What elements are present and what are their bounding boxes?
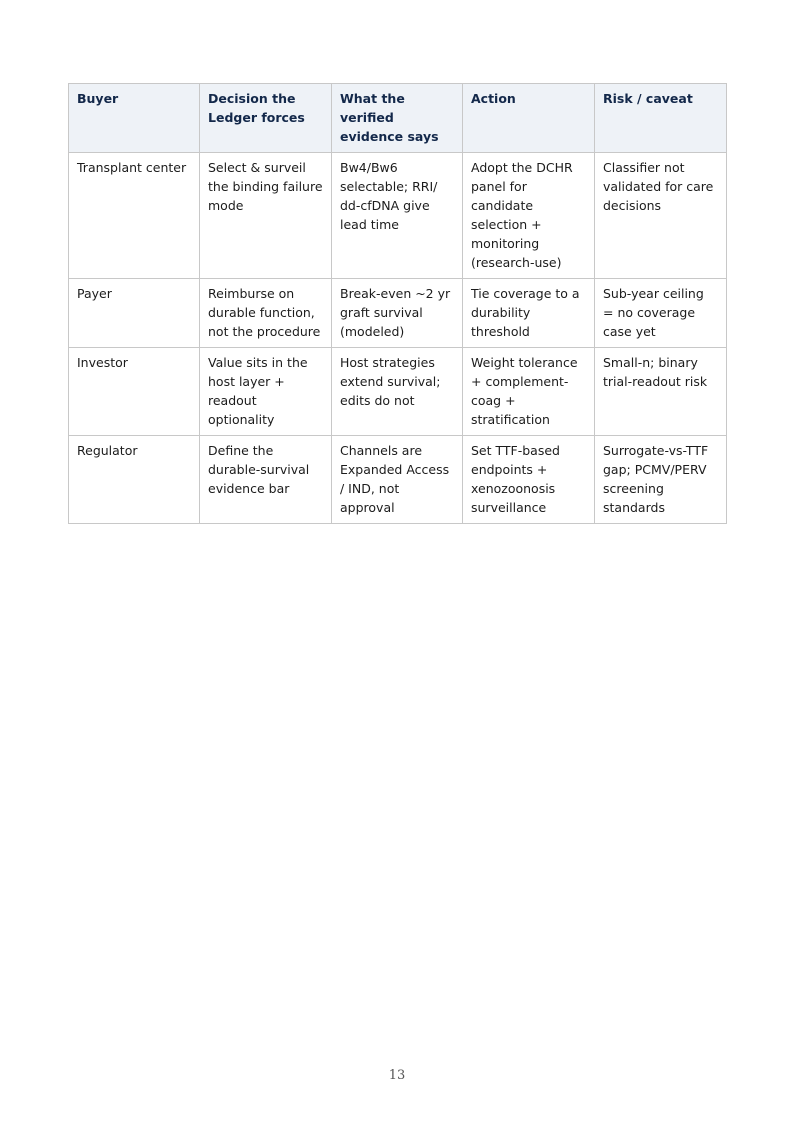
table-row (69, 348, 727, 436)
header-cell-decision: Decision the Ledger forces (200, 84, 332, 153)
table-cell: Small-n; binary trial-readout risk (595, 348, 727, 436)
table-header (69, 84, 727, 153)
table-row (69, 279, 727, 348)
table-cell: Break-even ~2 yr graft survival (modeled) (332, 279, 463, 348)
buyer-decision-table (68, 83, 727, 524)
table-cell: Classifier not validated for care decisions (595, 153, 727, 279)
table-cell: Sub-year ceiling = no coverage case yet (595, 279, 727, 348)
table-cell: Adopt the DCHR panel for candidate selection + monitoring (research-use) (463, 153, 595, 279)
header-cell-evidence: What the verified evidence says (332, 84, 463, 153)
header-row (69, 84, 727, 153)
table-cell: Host strategies extend survival; edits do not (332, 348, 463, 436)
table-cell: Value sits in the host layer + readout optionality (200, 348, 332, 436)
header-cell-action: Action (463, 84, 595, 153)
table-cell: Investor (69, 348, 200, 436)
table-cell: Set TTF-based endpoints + xenozoonosis surveillance (463, 436, 595, 524)
table-cell: Weight tolerance + complement-coag + stratification (463, 348, 595, 436)
table-cell: Bw4/Bw6 selectable; RRI/ dd-cfDNA give lead time (332, 153, 463, 279)
page-number: 13 (388, 1068, 406, 1083)
table-body (69, 153, 727, 524)
table-cell: Surrogate-vs-TTF gap; PCMV/PERV screening standards (595, 436, 727, 524)
table-cell: Transplant center (69, 153, 200, 279)
table-cell: Select & surveil the binding failure mode (200, 153, 332, 279)
table-row (69, 153, 727, 279)
table-cell: Payer (69, 279, 200, 348)
header-cell-buyer: Buyer (69, 84, 200, 153)
table-cell: Tie coverage to a durability threshold (463, 279, 595, 348)
table-row (69, 436, 727, 524)
table-cell: Define the durable-survival evidence bar (200, 436, 332, 524)
header-cell-risk: Risk / caveat (595, 84, 727, 153)
table-cell: Reimburse on durable function, not the procedure (200, 279, 332, 348)
table-cell: Channels are Expanded Access / IND, not approval (332, 436, 463, 524)
table-cell: Regulator (69, 436, 200, 524)
